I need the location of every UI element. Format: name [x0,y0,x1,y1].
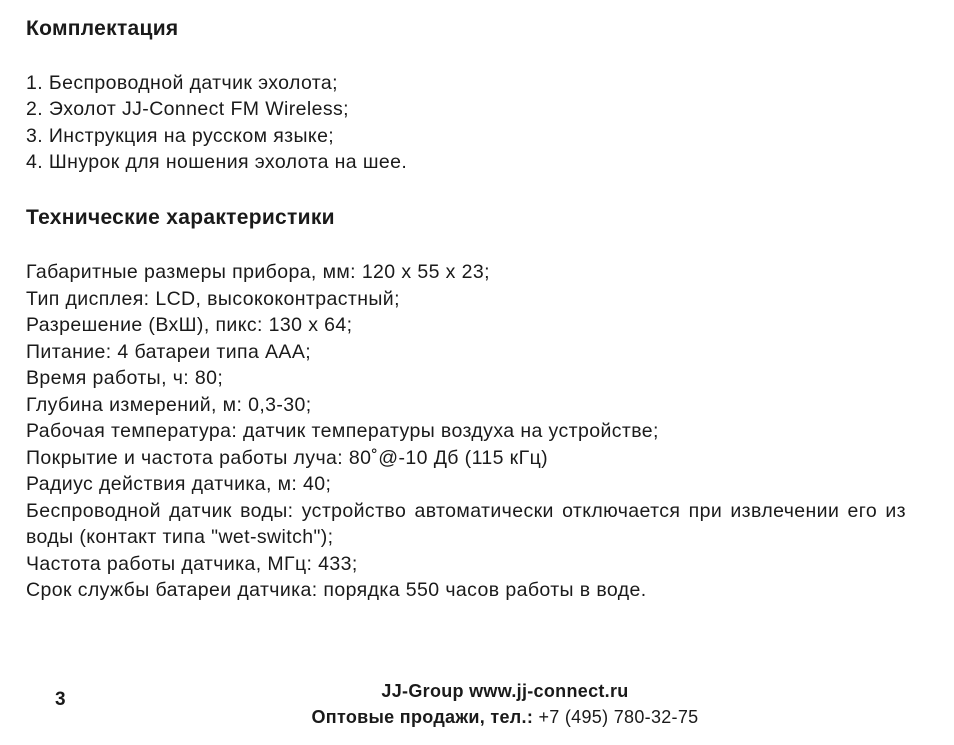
spec-item-temperature: Рабочая температура: датчик температуры воздуха на устройстве; [26,420,659,442]
spec-item-depth: Глубина измерений, м: 0,3-30; [26,393,312,416]
footer-company: JJ-Group www.jj-connect.ru [381,681,629,701]
kit-list [26,70,407,175]
spec-item-range: Радиус действия датчика, м: 40; [26,473,332,495]
spec-item-power: Питание: 4 батареи типа ААА; [26,340,312,363]
footer-phone: +7 (495) 780-32-75 [538,707,699,727]
specs-heading: Технические характеристики [26,206,335,229]
kit-item: 2. Эхолот JJ-Connect FM Wireless; [26,98,349,121]
kit-item: 3. Инструкция на русском языке; [26,124,335,147]
spec-item-frequency: Частота работы датчика, МГц: 433; [26,552,358,575]
kit-item: 1. Беспроводной датчик эхолота; [26,72,338,94]
spec-item-battery-life: Срок службы батареи датчика: порядка 550 часов работы в воде. [26,579,647,601]
kit-heading: Комплектация [26,17,179,40]
page-number: 3 [55,689,66,710]
spec-item-resolution: Разрешение (ВхШ), пикс: 130 х 64; [26,314,353,336]
spec-item-dimensions: Габаритные размеры прибора, мм: 120 х 55 х 23; [26,261,490,283]
footer [200,678,810,730]
spec-item-wet-switch: Беспроводной датчик воды: устройство автоматически отключается при извлечении его из воды (контакт типа "wet-switch"); [26,499,906,548]
spec-item-display: Тип дисплея: LCD, высококонтрастный; [26,287,400,310]
kit-item: 4. Шнурок для ношения эхолота на шее. [26,150,408,173]
spec-item-beam: Покрытие и частота работы луча: 80˚@-10 Дб (115 кГц) [26,446,549,469]
footer-sales [200,704,810,730]
footer-sales-label: Оптовые продажи, тел.: [311,707,534,727]
spec-item-runtime: Время работы, ч: 80; [26,367,224,389]
specs-list [26,259,906,604]
